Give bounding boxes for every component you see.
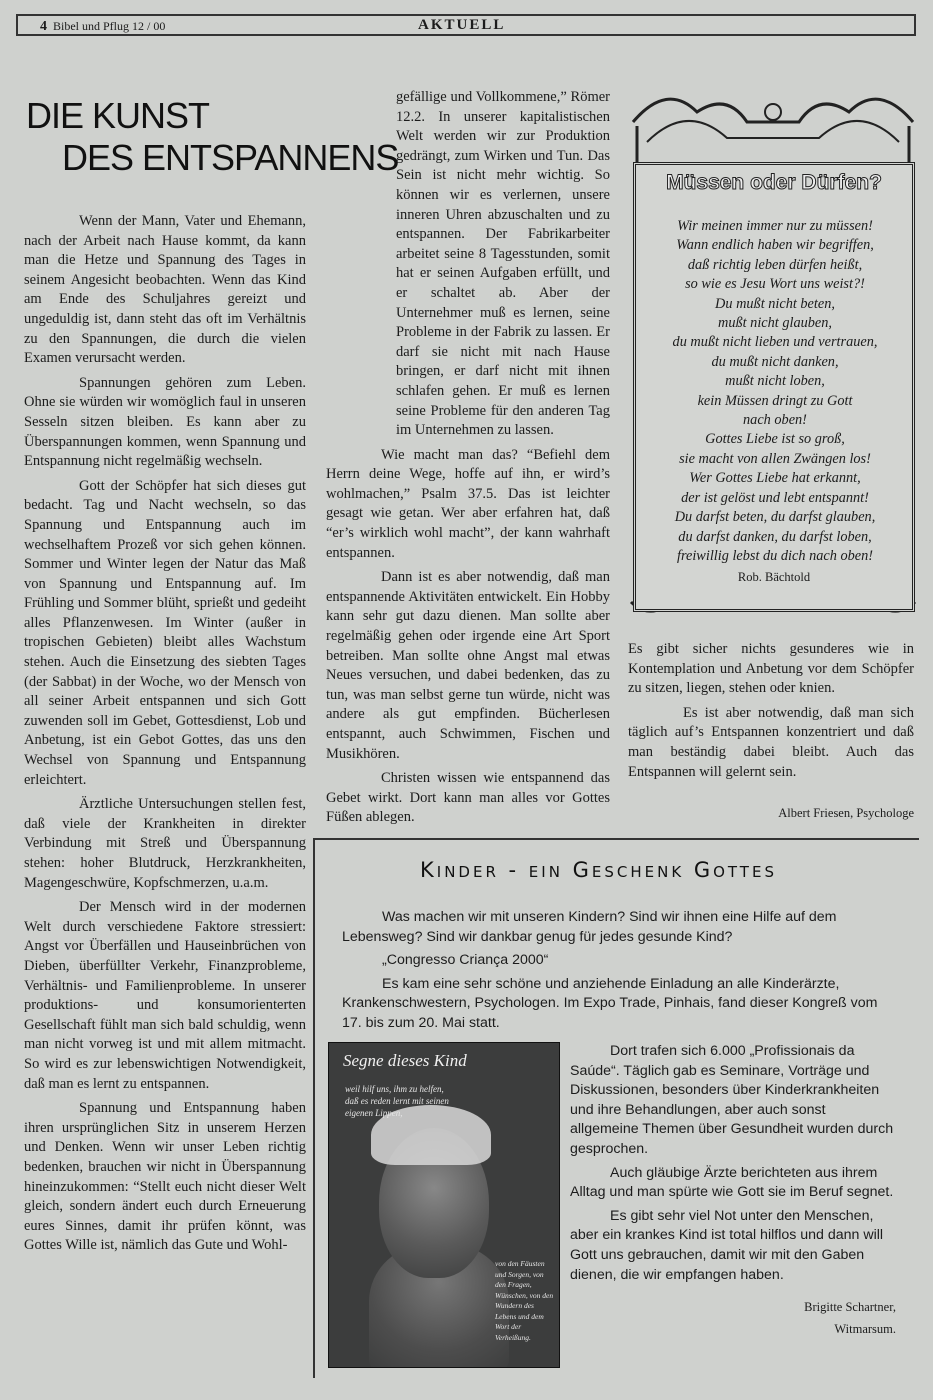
paragraph: Auch gläubige Ärzte berichteten aus ihrem Alltag und man spürte wie Gott sie im Beruf segnet. xyxy=(570,1164,894,1201)
poem-author: Rob. Bächtold xyxy=(737,570,811,584)
article-column-1 xyxy=(24,212,306,1261)
poem-line: nach oben! xyxy=(743,412,807,429)
poem-line: mußt nicht loben, xyxy=(725,373,825,390)
paragraph: gefällige und Vollkommene,” Römer 12.2. In unserer kapitalistischen Welt werden wir zur Produktion gedrängt, zum Wirken und Tun. Das Sein ist nicht mehr wichtig. So können wir es verlernen, unsere inneren Uhren abzuschalten und zu entspannen. Der Fabrikarbeiter arbeitet seine 8 Tagesstunden, somit hat er seinen Aufgaben erfüllt, und er schaltet ab. Aber der Unternehmer muß es lernen, seine Probleme in der Fabrik zu lassen. Er darf sie nicht mit nach Hause bringen, er darf nicht mit ihnen schlafen gehen. Er muß es lernen seine Probleme für den anderen Tag im Unternehmen zu lassen. xyxy=(396,89,610,439)
poem-line: Du mußt nicht beten, xyxy=(715,295,835,312)
article-title-line1: DIE KUNST xyxy=(26,95,210,136)
paragraph: „Congresso Criança 2000“ xyxy=(382,952,549,969)
kinder-body xyxy=(570,1042,896,1289)
child-photo xyxy=(328,1042,560,1368)
poem-line: Du darfst beten, du darfst glauben, xyxy=(674,509,876,526)
poem-line: der ist gelöst und lebt entspannt! xyxy=(681,489,869,506)
paragraph: Christen wissen wie entspannend das Gebet wirkt. Dort kann man alles vor Gottes Füßen ablegen. xyxy=(326,770,610,826)
publication-name: Bibel und Pflug 12 / 00 xyxy=(53,19,166,33)
poem-line: sie macht von allen Zwängen los! xyxy=(679,450,871,467)
article-title-line2: DES ENTSPANNENS xyxy=(62,137,399,178)
paragraph: Es kam eine sehr schöne und anziehende Einladung an alle Kinderärzte, Krankenschwestern, Psychologen. Im Expo Trade, Pinhais, fand dieser Kongreß vom 17. bis zum 20. Mai statt. xyxy=(342,975,878,1031)
paragraph: Spannungen gehören zum Leben. Ohne sie würden wir womöglich faul in unseren Sesseln sitzen bleiben. Es kann aber zu Überspannungen kommen, wenn Spannung und Entspannung nicht regelmäßig wechseln. xyxy=(24,374,306,470)
poem-line: daß richtig leben dürfen heißt, xyxy=(687,256,863,273)
paragraph: Der Mensch wird in der modernen Welt durch verschiedene Faktore stressiert: Angst vor Überfällen und Hauseinbrüchen von Dieben, überfüllter Verkehr, Finanzprobleme, Verhältnis- und Familienprobleme. In unserer produktions- und konsumorienterten Gesellschaft fühlt man sich bald schuldig, wenn man nicht vorweg ist und mit allem mitmacht. So wird es zur lebenswichtigen Notwendigkeit, daß man es lernt zu entspannen. xyxy=(24,899,306,1092)
article-author: Albert Friesen, Psychologe xyxy=(778,806,914,820)
photo-subtitle: weil hilf uns, ihm zu helfen, daß es reden lernt mit seinen eigenen Lippen, xyxy=(345,1084,449,1118)
page-number: 4 xyxy=(40,19,47,34)
paragraph: Es ist aber notwendig, daß man sich täglich auf’s Entspannen konzentriert und daß man beständig dabei bleibt. Auch das Entspannen will gelernt sein. xyxy=(628,704,914,780)
poem-line: mußt nicht glauben, xyxy=(718,315,832,332)
poem-text xyxy=(640,217,910,566)
page-header xyxy=(16,14,916,36)
poem-line: Wer Gottes Liebe hat erkannt, xyxy=(689,470,861,487)
paragraph: Es gibt sehr viel Not unter den Menschen, aber ein krankes Kind ist total hilflos und dann will Gott uns gebrauchen, damit wir mit den Gaben dienen, die wir empfangen haben. xyxy=(570,1207,884,1283)
paragraph: Was machen wir mit unseren Kindern? Sind wir ihnen eine Hilfe auf dem Lebensweg? Sind wir dankbar genug für jedes gesunde Kind? xyxy=(342,909,837,945)
paragraph: Wenn der Mann, Vater und Ehemann, nach der Arbeit nach Hause kommt, da kann man die Hetze und Spannung des Tages in seinem Angesicht beobachten. Wenn das Kind am Ende des Schuljahres gereizt und ungeduldig ist, dann steht das oft im Verhältnis zu den Spannungen, die durch die vielen Examen verursacht werden. xyxy=(24,213,306,367)
poem-line: so wie es Jesu Wort uns weist?! xyxy=(685,276,865,293)
photo-title: Segne dieses Kind xyxy=(343,1051,467,1070)
poem-box xyxy=(633,162,915,612)
header-publication xyxy=(40,19,165,35)
kinder-title: Kinder - ein Geschenk Gottes xyxy=(420,858,777,882)
poem-line: freiwillig lebst du dich nach oben! xyxy=(676,547,874,564)
paragraph: Gott der Schöpfer hat sich dieses gut bedacht. Tag und Nacht wechseln, so das Spannung und Entspannung auch im wechselhaftem Prozeß vor sich gehen können. Sommer und Winter legen der Natur das Maß von Spannung und Entspannung auf. Im Frühling und Sommer blüht, sprießt und gedeiht alles Pflanzenwesen. Im Winter (außer in tropischen Gebieten) bleibt alles Wachstum stehen. Auch die Einsetzung des siebten Tages (der Sabbat) in der Woche, wo der Mensch von all seiner Arbeit entspannen und sich Gott zuwenden soll im Gebet, Gottesdienst, Lob und Anbetung, ist ein Gebot Gottes, das uns den Wechsel von Spannung und Entspannung erleichtert. xyxy=(24,477,306,788)
poem-line: kein Müssen dringt zu Gott xyxy=(697,392,853,409)
poem-line: Wir meinen immer nur zu müssen! xyxy=(677,218,873,234)
poem-line: Gottes Liebe ist so groß, xyxy=(705,431,845,448)
kinder-intro xyxy=(342,908,898,1038)
paragraph: Dort trafen sich 6.000 „Profissionais da Saúde“. Täglich gab es Seminare, Vorträge und Diskussionen, besonders über Kinderkrankheiten und ihre Behandlungen, aber auch sonst allgemeine Themen über Gesundheit wurden durch gesprochen. xyxy=(570,1043,894,1157)
paragraph: Spannung und Entspannung haben ihren ursprünglichen Sitz in unserem Herzen und Denken. Wenn wir unser Leben richtig bedenken, brauchen wir nicht in Überspannung hineinzukommen: “Stellt euch nicht dieser Welt gleich, sondern ändert euch durch Erneuerung eures Sinnes, damit ihr prüfen könnt, was Gottes Wille ist, nämlich das Gute und Wohl- xyxy=(24,1100,306,1254)
poem-title: Müssen oder Dürfen? xyxy=(666,171,882,194)
paragraph: Wie macht man das? “Befiehl dem Herrn deine Wege, hoffe auf ihn, er wird’s wohlmachen,” Psalm 37.5. Das ist leichter gesagt wie getan. Wer aber erfahren hat, daß “er’s wirklich wohl macht”, der kann wahrhaft entspannen. xyxy=(326,446,610,561)
photo-right-text: von den Fäusten und Sorgen, von den Fragen, Wünschen, von den Wundern des Lebens und dem Wort der Verheißung. xyxy=(495,1259,554,1342)
article-column-3 xyxy=(628,640,914,787)
article-column-2 xyxy=(326,88,610,833)
section-title: AKTUELL xyxy=(418,17,506,33)
poem-line: du mußt nicht danken, xyxy=(711,353,839,370)
poem-line: du darfst danken, du darfst loben, xyxy=(678,528,872,545)
poem-line: du mußt nicht lieben und vertrauen, xyxy=(672,334,878,351)
paragraph: Ärztliche Untersuchungen stellen fest, daß viele der Krankheiten in direkter Verbindung mit Streß und Überspannung stehen: hoher Blutdruck, Herzkrankheiten, Magengeschwüre, Kopfschmerzen, u.a.m. xyxy=(24,796,306,891)
paragraph: Es gibt sicher nichts gesunderes wie in Kontemplation und Anbetung vor dem Schöpfer zu sitzen, liegen, stehen oder knien. xyxy=(628,641,914,697)
kinder-author-place: Witmarsum. xyxy=(834,1322,896,1336)
poem-line: Wann endlich haben wir begriffen, xyxy=(676,237,874,254)
kinder-author-name: Brigitte Schartner, xyxy=(804,1300,896,1314)
paragraph: Dann ist es aber notwendig, daß man entspannende Aktivitäten entwickelt. Ein Hobby kann sehr gut dazu dienen. Man sollte aber regelmäßig gehen oder irgende eine Art Sport betreiben. Man sollte ohne Angst mal etwas Neues versuchen, und dabei bedenken, das zu tun, was man selbst gerne tun würde, nicht was andere als gut empfinden. Bücherlesen entspannt, auch Schwimmen, Fischen und Musikhören. xyxy=(326,569,610,762)
